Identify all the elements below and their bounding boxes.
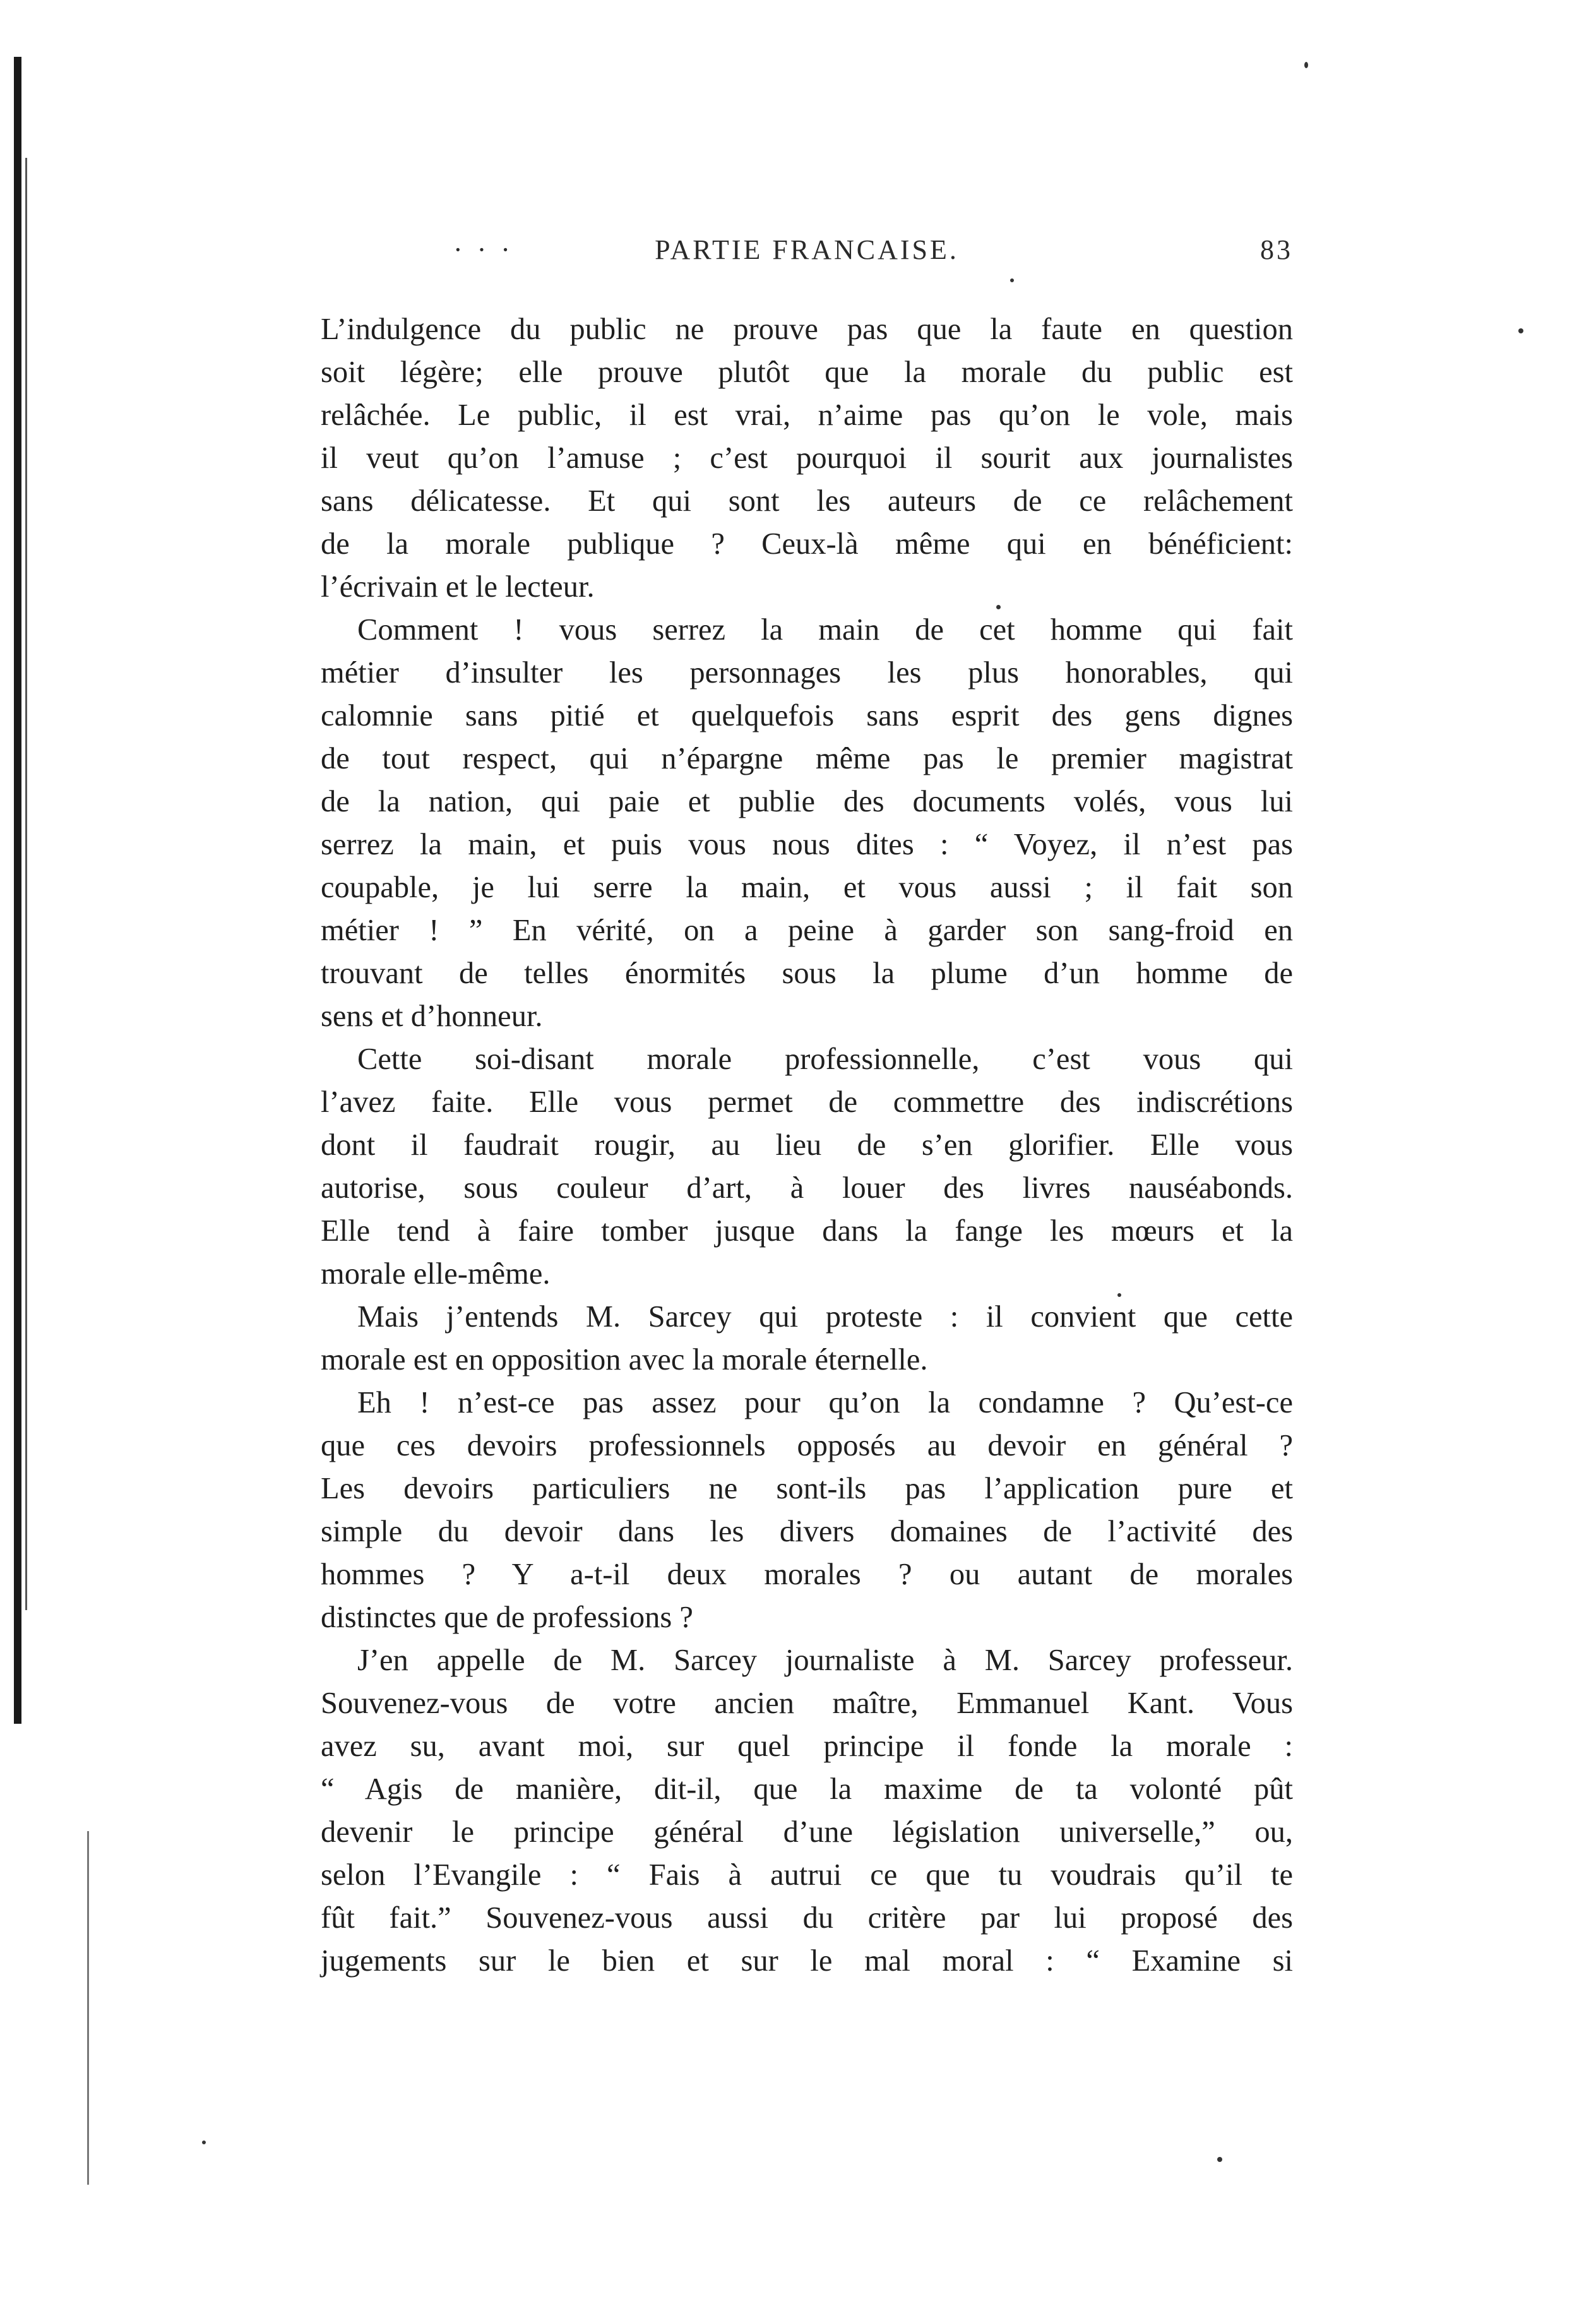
text-line: “ Agis de manière, dit-il, que la maxime de ta volonté pût [321,1772,1293,1806]
text-line: Cette soi-disant morale professionnelle, c’est vous qui [357,1042,1293,1076]
text-line: autorise, sous couleur d’art, à louer des livres nauséabonds. [321,1171,1293,1205]
text-line: J’en appelle de M. Sarcey journaliste à M. Sarcey professeur. [357,1644,1293,1677]
page-number: 83 [1260,234,1293,265]
text-line: fût fait.” Souvenez-vous aussi du critère par lui proposé des [321,1901,1293,1935]
text-line: coupable, je lui serre la main, et vous aussi ; il fait son [321,871,1293,904]
text-line: métier ! ” En vérité, on a peine à garder son sang-froid en [321,914,1293,947]
text-line: de la nation, qui paie et publie des documents volés, vous lui [321,785,1293,818]
text-line: sans délicatesse. Et qui sont les auteurs de ce relâchement [321,484,1293,518]
text-line: que ces devoirs professionnels opposés au devoir en général ? [321,1429,1293,1462]
binding-edge-line [25,158,27,1610]
text-line: de la morale publique ? Ceux-là même qui en bénéficient: [321,527,1293,561]
text-line: distinctes que de professions ? [321,1601,693,1634]
text-line: métier d’insulter les personnages les plus honorables, qui [321,656,1293,690]
ink-speck [1217,2157,1222,2162]
text-line: calomnie sans pitié et quelquefois sans esprit des gens dignes [321,699,1293,732]
paragraph [321,1639,1293,1983]
text-line: dont il faudrait rougir, au lieu de s’en glorifier. Elle vous [321,1128,1293,1162]
text-line: de tout respect, qui n’épargne même pas le premier magistrat [321,742,1293,775]
text-line: hommes ? Y a-t-il deux morales ? ou autant de morales [321,1558,1293,1591]
text-line: avez su, avant moi, sur quel principe il fonde la morale : [321,1729,1293,1763]
text-line: relâchée. Le public, il est vrai, n’aime pas qu’on le vole, mais [321,398,1293,432]
text-line: soit légère; elle prouve plutôt que la morale du public est [321,355,1293,389]
text-line: Les devoirs particuliers ne sont-ils pas l’application pure et [321,1472,1293,1505]
text-line: l’écrivain et le lecteur. [321,570,595,604]
running-head [321,234,1293,290]
text-line: morale est en opposition avec la morale éternelle. [321,1343,928,1376]
paragraph [321,308,1293,609]
binding-edge-shadow [14,57,21,1724]
text-line: simple du devoir dans les divers domaines de l’activité des [321,1515,1293,1548]
text-line: il veut qu’on l’amuse ; c’est pourquoi il sourit aux journalistes [321,441,1293,475]
text-line: Comment ! vous serrez la main de cet homme qui fait [357,613,1293,647]
text-line: morale elle-même. [321,1257,551,1291]
text-line: sens et d’honneur. [321,1000,543,1033]
text-line: Elle tend à faire tomber jusque dans la fange les mœurs et la [321,1214,1293,1248]
text-line: Souvenez-vous de votre ancien maître, Emmanuel Kant. Vous [321,1687,1293,1720]
running-title: PARTIE FRANCAISE. [655,234,959,265]
body-text [321,308,1293,1983]
text-line: l’avez faite. Elle vous permet de commettre des indiscrétions [321,1085,1293,1119]
text-line: devenir le principe général d’une législation universelle,” ou, [321,1815,1293,1849]
binding-edge-lower-line [87,1831,89,2185]
paragraph [321,1382,1293,1639]
text-line: trouvant de telles énormités sous la plume d’un homme de [321,957,1293,990]
text-line: Mais j’entends M. Sarcey qui proteste : il convient que cette [357,1300,1293,1334]
paragraph [321,1038,1293,1296]
ink-speck [202,2141,206,2144]
text-line: jugements sur le bien et sur le mal moral : “ Examine si [321,1944,1293,1978]
header-marks: · · · [453,234,514,265]
ink-speck [1304,62,1308,68]
text-line: serrez la main, et puis vous nous dites : “ Voyez, il n’est pas [321,828,1293,861]
text-line: L’indulgence du public ne prouve pas que la faute en question [321,313,1293,346]
text-line: selon l’Evangile : “ Fais à autrui ce que tu voudrais qu’il te [321,1858,1293,1892]
ink-speck [1518,328,1523,333]
text-line: Eh ! n’est-ce pas assez pour qu’on la condamne ? Qu’est-ce [357,1386,1293,1419]
paragraph [321,1296,1293,1382]
paragraph [321,609,1293,1038]
